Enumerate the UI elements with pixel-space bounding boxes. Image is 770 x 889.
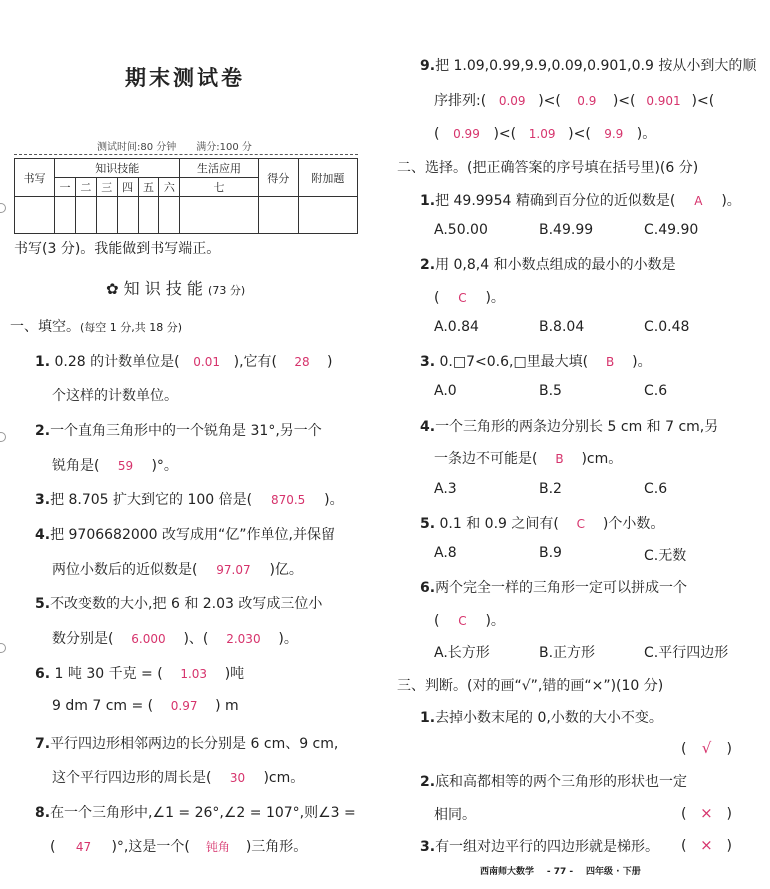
fill-question-6 <box>35 663 244 683</box>
q-text: 底和高都相等的两个三角形的形状也一定 <box>435 774 688 790</box>
q-text: ( <box>681 806 687 822</box>
divider <box>14 154 358 155</box>
part2-title: 二、选择。(把正确答案的序号填在括号里)(6 分) <box>397 160 699 176</box>
choice-question-2 <box>420 254 676 274</box>
q-text: 在一个三角形中,∠1 = 26°,∠2 = 107°,则∠3 = <box>50 805 356 821</box>
q-text: ( <box>434 126 440 142</box>
fill-question-4-line2 <box>52 559 303 579</box>
choice-option[interactable]: B.2 <box>539 481 562 497</box>
answer[interactable]: 30 <box>229 771 246 785</box>
choice-option[interactable]: C.6 <box>644 383 668 399</box>
fill-question-7 <box>35 733 338 753</box>
score-cell[interactable] <box>180 197 258 234</box>
q-text: )<( <box>568 126 591 142</box>
choice-option[interactable]: B.9 <box>539 545 562 561</box>
answer[interactable]: C <box>576 517 586 531</box>
q-text: )。 <box>324 492 344 508</box>
choice-question-4-line2 <box>434 448 622 468</box>
page-title: 期末测试卷 <box>125 66 245 90</box>
fill-question-7-line2 <box>52 767 304 787</box>
score-col: 二 <box>75 178 96 197</box>
q-text: )。 <box>632 354 652 370</box>
fill-question-5 <box>35 593 322 613</box>
q-num: 6. <box>420 580 436 596</box>
fill-question-8-line2 <box>50 836 307 856</box>
q-text: 1 吨 30 千克 = ( <box>50 666 163 682</box>
q-text: 两位小数后的近似数是( <box>52 562 198 578</box>
score-table <box>14 158 358 234</box>
q-num: 1. <box>420 710 436 726</box>
answer[interactable]: 0.99 <box>453 127 480 141</box>
choice-option[interactable]: B.49.99 <box>539 222 594 238</box>
q-num: 3. <box>35 492 51 508</box>
q-num: 3. <box>420 354 436 370</box>
choice-option[interactable]: B.正方形 <box>539 645 596 661</box>
q-num: 4. <box>420 419 436 435</box>
page-number: - 77 - <box>546 867 574 877</box>
q-text: 一个三角形的两条边分别长 5 cm 和 7 cm,另 <box>435 419 719 435</box>
writing-line: 书写(3 分)。我能做到书写端正。 <box>14 241 221 257</box>
answer[interactable]: 1.03 <box>180 667 208 681</box>
q-text: ( <box>434 290 440 306</box>
q-text: ( <box>50 839 56 855</box>
score-table-score: 得分 <box>258 159 298 197</box>
q-num: 5. <box>35 596 51 612</box>
q-text: 数分别是( <box>52 631 114 647</box>
q-text: ( <box>434 613 440 629</box>
choice-question-3 <box>420 351 652 371</box>
q-num: 5. <box>420 516 436 532</box>
q-text: )。 <box>485 290 505 306</box>
q-num: 7. <box>35 736 51 752</box>
fill-question-9-line3 <box>434 123 656 143</box>
q-text: 相同。 <box>434 807 476 823</box>
answer[interactable]: 0.901 <box>646 94 681 108</box>
exam-info: 测试时间:80 分钟 满分:100 分 <box>97 142 252 153</box>
judge-question-2 <box>420 771 687 791</box>
score-col: 四 <box>117 178 138 197</box>
choice-option[interactable]: A.8 <box>434 545 457 561</box>
fill-question-8 <box>35 802 356 822</box>
fill-question-3 <box>35 489 344 509</box>
score-col: 七 <box>180 178 258 197</box>
choice-question-6-line2 <box>434 610 505 630</box>
fill-question-2 <box>35 420 322 440</box>
section-heading <box>106 276 245 299</box>
score-table-group2: 生活应用 <box>180 159 258 178</box>
q-num: 1. <box>420 193 436 209</box>
q-text: 把 8.705 扩大到它的 100 倍是( <box>50 492 253 508</box>
q-num: 1. <box>35 354 51 370</box>
q-text: )<( <box>493 126 517 142</box>
q-num: 3. <box>420 839 436 855</box>
answer[interactable]: × <box>700 804 713 822</box>
answer[interactable]: B <box>606 355 615 369</box>
score-col: 五 <box>138 178 159 197</box>
choice-question-6 <box>420 577 687 597</box>
binder-hole <box>0 643 6 653</box>
q-text: 一个直角三角形中的一个锐角是 31°,另一个 <box>50 423 322 439</box>
score-cell[interactable] <box>117 197 138 234</box>
q-text: 用 0,8,4 和小数点组成的最小的小数是 <box>435 257 676 273</box>
q-text: )。 <box>485 613 505 629</box>
fill-question-9-line2 <box>434 90 714 110</box>
choice-option[interactable]: A.0 <box>434 383 457 399</box>
footer-grade: 四年级 · 下册 <box>586 867 641 877</box>
answer[interactable]: 47 <box>75 840 92 854</box>
answer[interactable]: 0.09 <box>498 94 526 108</box>
q-text: )cm。 <box>581 451 623 467</box>
judge-answer-3 <box>681 836 732 854</box>
score-cell[interactable] <box>298 197 357 234</box>
score-cell[interactable] <box>96 197 117 234</box>
part1-note: (每空 1 分,共 18 分) <box>80 321 183 334</box>
q-text: ) <box>726 838 732 854</box>
flower-icon: ✿ <box>106 280 119 298</box>
q-text: )。 <box>721 193 741 209</box>
q-text: 锐角是( <box>52 458 100 474</box>
q-text: )。 <box>636 126 657 142</box>
footer <box>480 864 641 877</box>
q-text: )<( <box>538 93 561 109</box>
answer[interactable]: C <box>458 291 467 305</box>
answer[interactable]: 59 <box>117 459 134 473</box>
q-text: 0.28 的计数单位是( <box>50 354 180 370</box>
choice-option[interactable]: C.平行四边形 <box>644 645 729 661</box>
q-text: ) m <box>215 698 239 714</box>
part1-title-text: 一、填空。 <box>10 319 80 335</box>
q-num: 2. <box>35 423 51 439</box>
q-text: 这个平行四边形的周长是( <box>52 770 212 786</box>
choice-option[interactable]: A.3 <box>434 481 457 497</box>
q-text: )。 <box>278 631 298 647</box>
score-cell[interactable] <box>159 197 180 234</box>
judge-question-3 <box>420 836 659 856</box>
q-num: 6. <box>35 666 51 682</box>
q-text: 平行四边形相邻两边的长分别是 6 cm、9 cm, <box>50 736 339 752</box>
q-text: 有一组对边平行的四边形就是梯形。 <box>435 839 660 855</box>
choice-option[interactable]: A.长方形 <box>434 645 490 661</box>
answer[interactable]: 870.5 <box>270 493 306 507</box>
answer[interactable]: 钝角 <box>205 840 230 854</box>
answer[interactable]: 6.000 <box>131 632 166 646</box>
score-col: 六 <box>159 178 180 197</box>
choice-option[interactable]: B.8.04 <box>539 319 585 335</box>
choice-option[interactable]: B.5 <box>539 383 562 399</box>
judge-answer-2 <box>681 804 732 822</box>
choice-question-2-line2 <box>434 287 505 307</box>
fill-question-2-line2 <box>52 455 178 475</box>
answer[interactable]: C <box>458 614 467 628</box>
q-text: 0.1 和 0.9 之间有( <box>435 516 559 532</box>
answer[interactable]: 0.9 <box>577 94 597 108</box>
score-cell[interactable] <box>15 197 55 234</box>
q-text: )个小数。 <box>602 516 665 532</box>
answer[interactable]: √ <box>701 739 712 757</box>
binder-hole <box>0 203 6 213</box>
q-num: 4. <box>35 527 51 543</box>
q-num: 2. <box>420 774 436 790</box>
answer[interactable]: 0.01 <box>193 355 220 369</box>
q-text: 一条边不可能是( <box>434 451 538 467</box>
q-num: 9. <box>420 58 436 74</box>
choice-option[interactable]: A.0.84 <box>434 319 479 335</box>
q-text: ) <box>726 741 732 757</box>
answer[interactable]: 28 <box>294 355 310 369</box>
answer[interactable]: × <box>700 836 713 854</box>
q-text: )亿。 <box>269 562 303 578</box>
fill-question-1 <box>35 351 332 371</box>
answer[interactable]: 9.9 <box>604 127 624 141</box>
choice-option[interactable]: C.6 <box>644 481 668 497</box>
q-text: 把 1.09,0.99,9.9,0.09,0.901,0.9 按从小到大的顺 <box>435 58 757 74</box>
q-text: 不改变数的大小,把 6 和 2.03 改写成三位小 <box>50 596 323 612</box>
q-text: 序排列:( <box>434 93 487 109</box>
choice-option[interactable]: C.49.90 <box>644 222 699 238</box>
answer[interactable]: 2.030 <box>226 632 261 646</box>
q-text: 把 49.9954 精确到百分位的近似数是( <box>435 193 676 209</box>
score-table-bonus: 附加题 <box>298 159 357 197</box>
q-text: 个这样的计数单位。 <box>52 388 178 404</box>
q-text: ),它有( <box>233 354 277 370</box>
choice-option[interactable]: A.50.00 <box>434 222 488 238</box>
section-score: (73 分) <box>208 284 246 297</box>
q-text: 0.□7<0.6,□里最大填( <box>435 354 589 370</box>
q-num: 8. <box>35 805 51 821</box>
binder-hole <box>0 432 6 442</box>
judge-answer-1 <box>681 739 732 757</box>
q-text: 把 9706682000 改写成用“亿”作单位,并保留 <box>50 527 335 543</box>
fill-question-5-line2 <box>52 628 298 648</box>
q-text: )<( <box>691 93 715 109</box>
choice-question-4 <box>420 416 718 436</box>
q-text: )、( <box>183 631 209 647</box>
choice-question-1 <box>420 190 741 210</box>
score-cell[interactable] <box>138 197 159 234</box>
answer[interactable]: 0.97 <box>170 699 198 713</box>
answer[interactable]: B <box>555 452 564 466</box>
fill-question-9 <box>420 55 756 75</box>
q-text: 9 dm 7 cm = ( <box>52 698 154 714</box>
score-col: 三 <box>96 178 117 197</box>
score-cell[interactable] <box>55 197 76 234</box>
q-num: 2. <box>420 257 436 273</box>
score-table-writing: 书写 <box>15 159 55 197</box>
q-text: )°。 <box>151 458 178 474</box>
score-cell[interactable] <box>258 197 298 234</box>
score-table-group1: 知识技能 <box>55 159 180 178</box>
part1-title <box>10 316 182 336</box>
answer[interactable]: 1.09 <box>528 127 556 141</box>
q-text: )cm。 <box>263 770 305 786</box>
q-text: 去掉小数末尾的 0,小数的大小不变。 <box>435 710 663 726</box>
choice-option[interactable]: C.0.48 <box>644 319 690 335</box>
score-cell[interactable] <box>75 197 96 234</box>
section-title: 知 识 技 能 <box>123 279 203 298</box>
q-text: ( <box>681 838 687 854</box>
q-text: ) <box>326 354 333 370</box>
choice-question-5 <box>420 513 664 533</box>
q-text: ) <box>726 806 732 822</box>
fill-question-4 <box>35 524 335 544</box>
score-col: 一 <box>55 178 76 197</box>
footer-publisher: 西南师大数学 <box>480 867 535 877</box>
fill-question-6-line2 <box>52 698 239 714</box>
q-text: 两个完全一样的三角形一定可以拼成一个 <box>435 580 688 596</box>
q-text: )吨 <box>224 666 245 682</box>
part3-title: 三、判断。(对的画“√”,错的画“×”)(10 分) <box>397 678 664 694</box>
judge-question-1 <box>420 707 663 727</box>
q-text: )°,这是一个( <box>111 839 190 855</box>
q-text: )<( <box>612 93 636 109</box>
q-text: )三角形。 <box>245 839 308 855</box>
q-text: ( <box>681 741 687 757</box>
answer[interactable]: 97.07 <box>216 563 251 577</box>
choice-option[interactable]: C.无数 <box>644 548 687 564</box>
answer[interactable]: A <box>694 194 703 208</box>
